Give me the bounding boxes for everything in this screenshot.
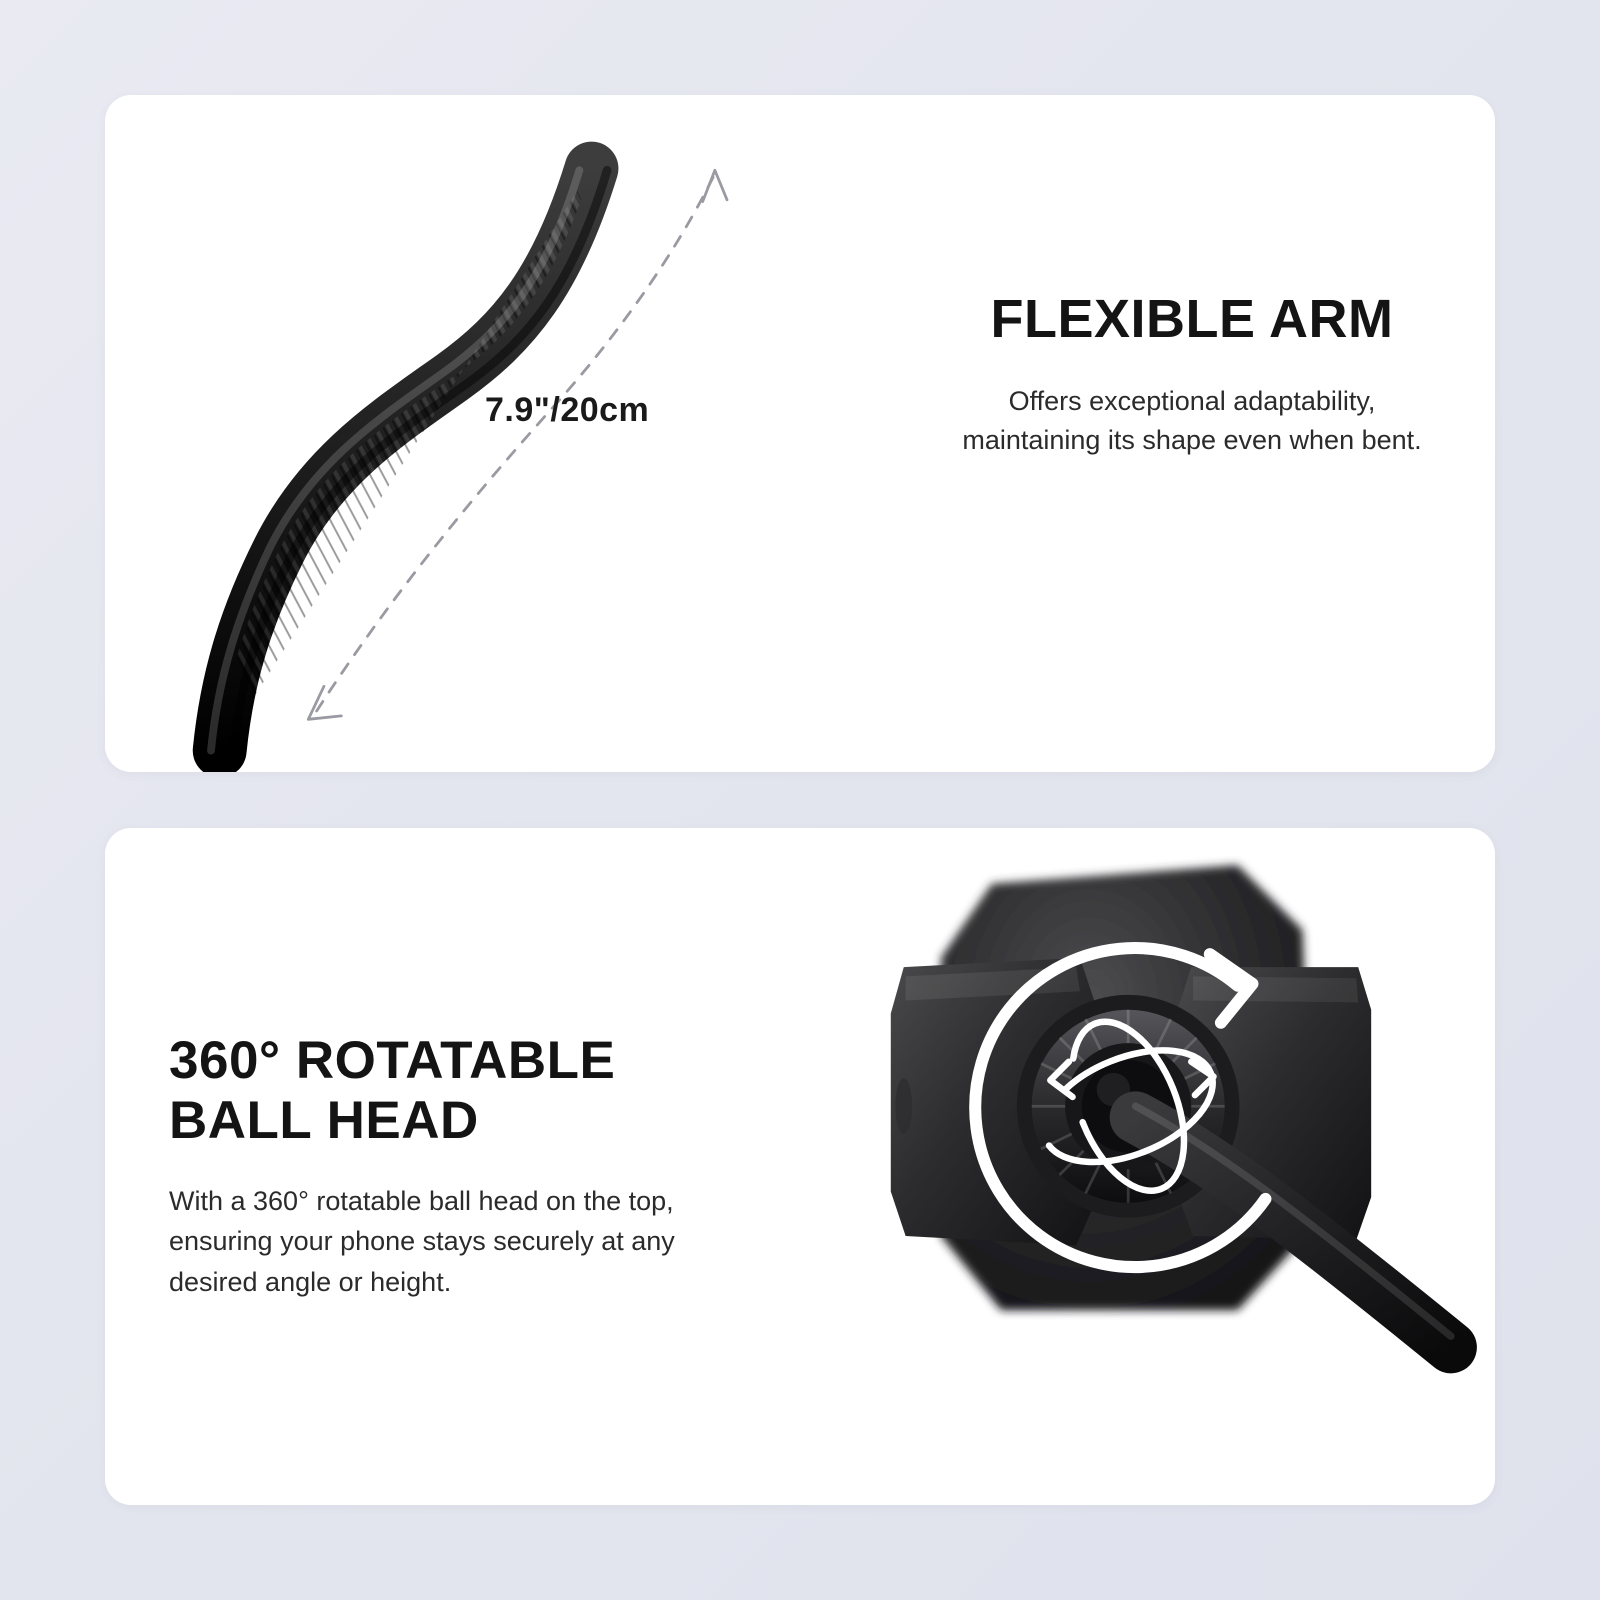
ball-head-illustration xyxy=(758,828,1495,1505)
ball-head-description: With a 360° rotatable ball head on the top, ensuring your phone stays securely at any desired angle or height. xyxy=(169,1185,675,1297)
dimension-label: 7.9"/20cm xyxy=(485,391,650,429)
panel-flexible-arm xyxy=(105,95,1495,772)
flexible-arm-illustration xyxy=(105,95,939,772)
gooseneck-tube xyxy=(105,95,799,772)
flexible-arm-copy xyxy=(939,95,1495,772)
flexible-arm-description: Offers exceptional adaptability, maintaining its shape even when bent. xyxy=(962,385,1422,455)
ball-head-copy xyxy=(105,828,758,1505)
ball-head-image xyxy=(758,828,1495,1505)
flexible-arm-image xyxy=(105,95,939,772)
ball-head-headline: 360° ROTATABLE BALL HEAD xyxy=(169,1030,616,1150)
panel-ball-head xyxy=(105,828,1495,1505)
flexible-arm-headline: FLEXIBLE ARM xyxy=(990,289,1394,349)
